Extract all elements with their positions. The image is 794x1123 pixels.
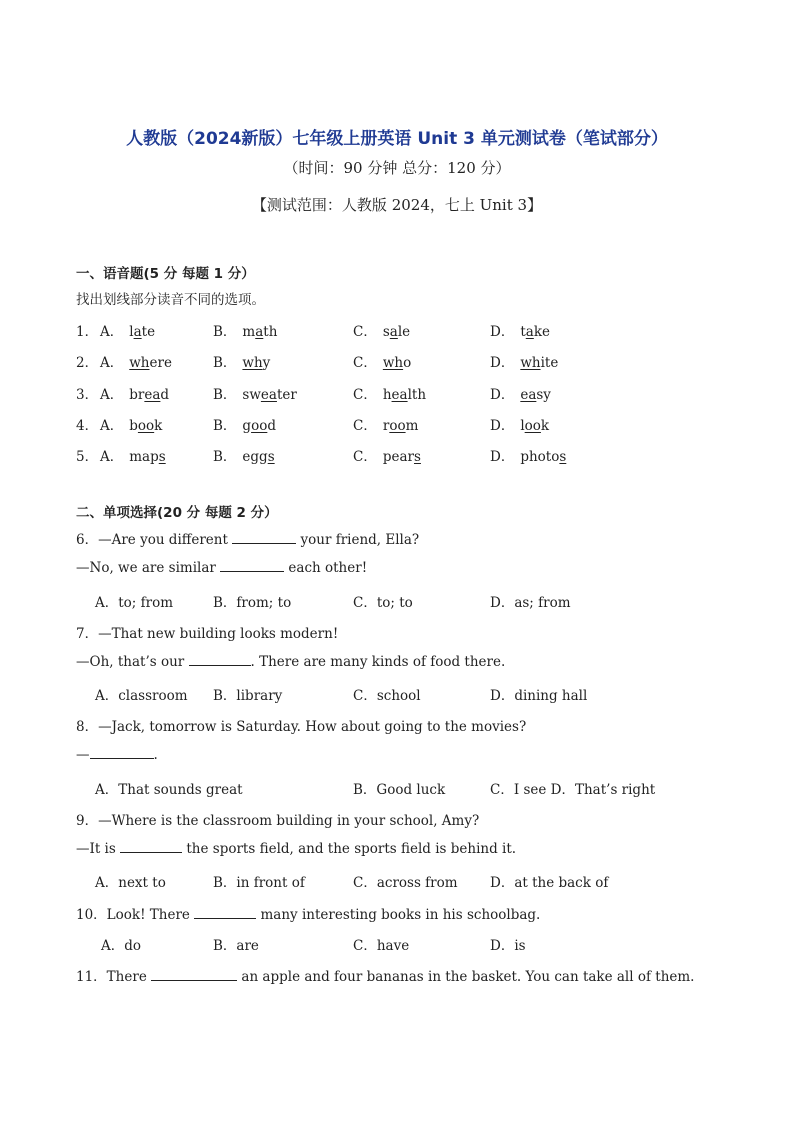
question-11-text-a: 11．There: [76, 969, 152, 985]
option-letter: C．: [353, 355, 377, 371]
underlined-letters: a: [255, 324, 264, 340]
option-c[interactable]: C．across from: [353, 875, 458, 891]
option-letter: C．: [353, 324, 377, 340]
question-7-line-2: [76, 653, 505, 670]
option-a[interactable]: [100, 383, 169, 403]
question-10-text-a: 10．Look! There: [76, 907, 195, 923]
question-10-line-1: [76, 903, 540, 923]
option-c[interactable]: C．to; to: [353, 595, 413, 611]
option-b[interactable]: [213, 351, 270, 371]
question-6-text-d: each other!: [284, 560, 368, 576]
option-letter: D．: [490, 355, 515, 371]
option-letter: D．: [490, 449, 515, 465]
option-d[interactable]: D．is: [490, 938, 526, 954]
option-letter: A．: [100, 324, 124, 340]
word-suffix: d: [267, 418, 276, 434]
underlined-letters: a: [133, 324, 142, 340]
word-prefix: egg: [242, 449, 268, 465]
question-number: 4．: [76, 418, 99, 434]
word-prefix: l: [129, 324, 134, 340]
option-d[interactable]: [490, 445, 566, 465]
underlined-letters: s: [158, 449, 166, 465]
word-prefix: photo: [520, 449, 560, 465]
question-6-text-c: —No, we are similar: [76, 560, 221, 576]
question-7-text-d: . There are many kinds of food there.: [250, 654, 506, 670]
question-7-text-c: —Oh, that’s our: [76, 654, 189, 670]
word-suffix: k: [154, 418, 163, 434]
option-a[interactable]: A．classroom: [95, 688, 188, 704]
underlined-letters: ea: [520, 387, 537, 403]
underlined-letters: s: [267, 449, 275, 465]
question-9-line-2: [76, 840, 516, 857]
answer-blank[interactable]: [220, 559, 284, 572]
option-letter: A．: [100, 387, 124, 403]
underlined-letters: oo: [251, 418, 268, 434]
question-9-text-d: the sports field, and the sports field is behind it.: [182, 841, 517, 857]
option-d[interactable]: D．as; from: [490, 595, 571, 611]
word-prefix: h: [382, 387, 392, 403]
option-letter: A．: [100, 355, 124, 371]
option-c[interactable]: C．school: [353, 688, 421, 704]
underlined-letters: ea: [391, 387, 408, 403]
option-a[interactable]: A．next to: [95, 875, 166, 891]
question-9-line-1: 9．—Where is the classroom building in your school, Amy?: [76, 813, 480, 829]
word-suffix: ter: [276, 387, 297, 403]
question-11-line-1: [76, 965, 694, 985]
word-suffix: o: [403, 355, 412, 371]
word-suffix: y: [262, 355, 271, 371]
question-9-text-c: —It is: [76, 841, 121, 857]
option-letter: A．: [100, 418, 124, 434]
option-b[interactable]: B．Good luck: [353, 782, 446, 798]
word-suffix: m: [405, 418, 419, 434]
underlined-letters: oo: [524, 418, 541, 434]
question-8-line-2: [76, 746, 158, 763]
exam-title: 人教版（2024新版）七年级上册英语 Unit 3 单元测试卷（笔试部分）: [126, 129, 668, 149]
answer-blank[interactable]: [151, 968, 237, 981]
question-10-text-b: many interesting books in his schoolbag.: [256, 907, 541, 923]
question-number: 3．: [76, 387, 99, 403]
option-b[interactable]: B．are: [213, 938, 259, 954]
answer-blank[interactable]: [194, 906, 256, 919]
underlined-letters: wh: [382, 355, 404, 371]
option-c[interactable]: [353, 445, 421, 465]
option-d[interactable]: D．at the back of: [490, 875, 609, 891]
question-number: 5．: [76, 449, 99, 465]
underlined-letters: s: [413, 449, 421, 465]
option-letter: B．: [213, 418, 237, 434]
option-b[interactable]: [213, 445, 275, 465]
underlined-letters: wh: [129, 355, 150, 371]
word-prefix: b: [129, 418, 138, 434]
option-letter: B．: [213, 387, 237, 403]
word-suffix: th: [263, 324, 278, 340]
word-suffix: ere: [149, 355, 172, 371]
option-letter: D．: [490, 418, 515, 434]
option-letter: C．: [353, 387, 377, 403]
option-b[interactable]: [213, 320, 277, 340]
option-letter: B．: [213, 355, 237, 371]
option-b[interactable]: B．library: [213, 688, 283, 704]
underlined-letters: wh: [242, 355, 263, 371]
question-6-text-a: 6．—Are you different: [76, 532, 233, 548]
word-suffix: sy: [536, 387, 551, 403]
option-c[interactable]: C．have: [353, 938, 410, 954]
underlined-letters: oo: [137, 418, 155, 434]
question-11-text-b: an apple and four bananas in the basket. You can take all of them.: [237, 969, 695, 985]
option-a[interactable]: A．That sounds great: [95, 782, 243, 798]
word-prefix: r: [382, 418, 390, 434]
question-6-line-1: [76, 528, 419, 548]
option-letter: B．: [213, 324, 237, 340]
option-c[interactable]: [353, 383, 426, 403]
word-prefix: pear: [382, 449, 414, 465]
option-a[interactable]: A．do: [101, 938, 142, 954]
underlined-letters: wh: [520, 355, 541, 371]
option-d[interactable]: [490, 320, 550, 340]
option-d[interactable]: [490, 383, 551, 403]
question-8-line-1: 8．—Jack, tomorrow is Saturday. How about going to the movies?: [76, 719, 527, 735]
option-a[interactable]: A．to; from: [95, 595, 174, 611]
option-letter: A．: [100, 449, 124, 465]
word-prefix: l: [520, 418, 525, 434]
option-b[interactable]: B．in front of: [213, 875, 305, 891]
option-c[interactable]: [353, 320, 410, 340]
question-6-text-b: your friend, Ella?: [296, 532, 420, 548]
option-a[interactable]: [100, 445, 166, 465]
underlined-letters: oo: [389, 418, 406, 434]
underlined-letters: a: [525, 324, 534, 340]
underlined-letters: ea: [144, 387, 161, 403]
option-a[interactable]: [100, 351, 172, 371]
test-scope: 【测试范围：人教版 2024，七上 Unit 3】: [251, 196, 543, 214]
word-suffix: ite: [540, 355, 559, 371]
option-letter: D．: [490, 387, 515, 403]
word-suffix: le: [397, 324, 411, 340]
option-d[interactable]: D．dining hall: [490, 688, 588, 704]
option-d[interactable]: [490, 351, 558, 371]
underlined-letters: a: [389, 324, 398, 340]
time-info: （时间：90 分钟 总分：120 分）: [283, 159, 511, 177]
section-1-heading: 一、语音题(5 分 每题 1 分）: [76, 266, 255, 282]
option-b[interactable]: B．from; to: [213, 595, 292, 611]
option-c[interactable]: [353, 414, 418, 434]
option-a[interactable]: [100, 414, 162, 434]
option-letter: C．: [353, 418, 377, 434]
answer-blank[interactable]: [90, 746, 154, 759]
option-c-d[interactable]: C．I see D．That’s right: [490, 782, 656, 798]
underlined-letters: ea: [260, 387, 277, 403]
option-c[interactable]: [353, 351, 411, 371]
answer-blank[interactable]: [189, 653, 251, 666]
answer-blank[interactable]: [120, 840, 182, 853]
word-suffix: k: [540, 418, 550, 434]
option-letter: D．: [490, 324, 515, 340]
word-prefix: m: [242, 324, 256, 340]
option-a[interactable]: [100, 320, 155, 340]
word-prefix: br: [129, 387, 145, 403]
question-8-text-c: —: [76, 747, 90, 763]
question-6-line-2: [76, 559, 367, 576]
question-8-text-d: .: [153, 747, 158, 763]
option-letter: C．: [353, 449, 377, 465]
word-prefix: g: [242, 418, 252, 434]
word-prefix: t: [520, 324, 526, 340]
option-letter: B．: [213, 449, 237, 465]
option-b[interactable]: [213, 414, 276, 434]
word-suffix: te: [141, 324, 156, 340]
word-suffix: lth: [407, 387, 427, 403]
word-suffix: d: [160, 387, 170, 403]
question-number: 2．: [76, 355, 99, 371]
answer-blank[interactable]: [232, 531, 296, 544]
option-d[interactable]: [490, 414, 549, 434]
section-1-instruction: 找出划线部分读音不同的选项。: [76, 292, 265, 308]
question-7-line-1: 7．—That new building looks modern!: [76, 626, 339, 642]
word-suffix: ke: [533, 324, 550, 340]
word-prefix: s: [382, 324, 390, 340]
section-2-heading: 二、单项选择(20 分 每题 2 分）: [76, 505, 278, 521]
word-prefix: map: [129, 449, 159, 465]
question-number: 1．: [76, 324, 99, 340]
option-b[interactable]: [213, 383, 297, 403]
underlined-letters: s: [559, 449, 567, 465]
word-prefix: sw: [242, 387, 261, 403]
